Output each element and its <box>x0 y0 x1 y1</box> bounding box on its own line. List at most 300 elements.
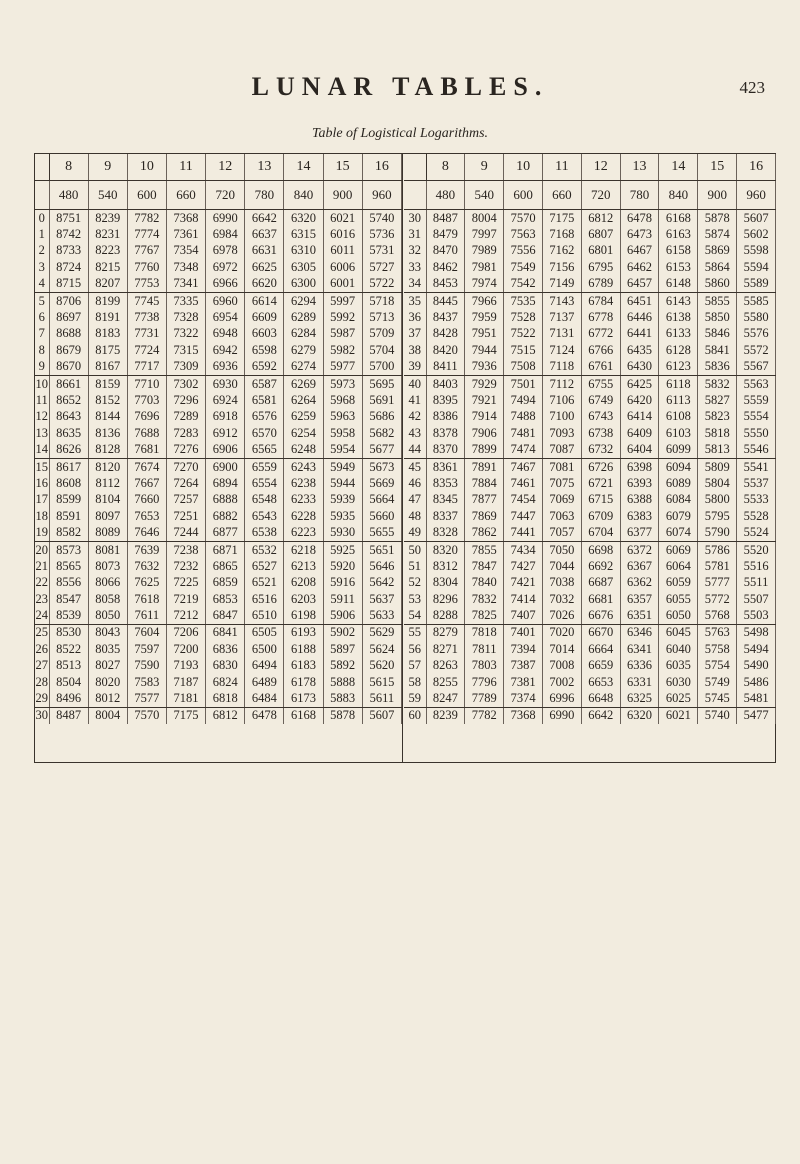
table-cell: 5576 <box>737 326 776 342</box>
table-cell: 8312 <box>426 558 465 574</box>
table-cell: 6148 <box>659 276 698 293</box>
table-cell: 7570 <box>127 707 166 724</box>
table-cell: 7921 <box>465 392 504 408</box>
table-cell: 6362 <box>620 575 659 591</box>
table-cell: 6238 <box>284 475 323 491</box>
table-cell: 7481 <box>504 425 543 441</box>
table-cell: 7251 <box>166 508 205 524</box>
table-cell: 7087 <box>542 441 581 458</box>
table-row <box>35 359 402 376</box>
table-row <box>404 541 776 558</box>
row-index: 3 <box>35 259 49 275</box>
table-cell: 7289 <box>166 409 205 425</box>
table-cell: 6218 <box>284 541 323 558</box>
table-cell: 5541 <box>737 458 776 475</box>
table-cell: 6812 <box>206 707 245 724</box>
table-cell: 5897 <box>323 641 362 657</box>
table-cell: 7703 <box>127 392 166 408</box>
table-cell: 6478 <box>620 210 659 227</box>
table-cell: 7193 <box>166 658 205 674</box>
table-cell: 6830 <box>206 658 245 674</box>
minutes-header-row <box>35 181 402 210</box>
table-cell: 6300 <box>284 276 323 293</box>
table-cell: 8504 <box>49 674 88 690</box>
table-cell: 7877 <box>465 492 504 508</box>
table-cell: 8395 <box>426 392 465 408</box>
table-cell: 7149 <box>542 276 581 293</box>
table-cell: 5731 <box>362 243 401 259</box>
table-cell: 5607 <box>737 210 776 227</box>
table-cell: 5987 <box>323 326 362 342</box>
table-cell: 5598 <box>737 243 776 259</box>
minutes-header: 960 <box>362 181 401 210</box>
table-cell: 6188 <box>284 641 323 657</box>
table-cell: 8487 <box>49 707 88 724</box>
table-cell: 6766 <box>581 342 620 358</box>
table-cell: 5503 <box>737 607 776 624</box>
table-cell: 5958 <box>323 425 362 441</box>
row-index: 23 <box>35 591 48 606</box>
table-cell: 6030 <box>659 674 698 690</box>
table-cell: 5740 <box>698 707 737 724</box>
table-cell: 7014 <box>542 641 581 657</box>
row-index: 22 <box>35 575 48 590</box>
table-row <box>35 475 402 491</box>
table-row <box>404 292 776 309</box>
table-cell: 6871 <box>206 541 245 558</box>
table-cell: 8539 <box>49 607 88 624</box>
table-cell: 8183 <box>88 326 127 342</box>
table-cell: 5804 <box>698 475 737 491</box>
table-cell: 6653 <box>581 674 620 690</box>
minutes-header: 840 <box>284 181 323 210</box>
table-cell: 6642 <box>245 210 284 227</box>
table-row <box>35 276 402 293</box>
table-cell: 6393 <box>620 475 659 491</box>
row-index: 8 <box>35 342 49 358</box>
table-cell: 6050 <box>659 607 698 624</box>
table-cell: 7577 <box>127 690 166 707</box>
table-cell: 6670 <box>581 624 620 641</box>
center-divider <box>402 154 403 762</box>
table-cell: 6548 <box>245 492 284 508</box>
table-row <box>404 276 776 293</box>
table-cell: 7906 <box>465 425 504 441</box>
table-cell: 6620 <box>245 276 284 293</box>
running-title: LUNAR TABLES. <box>251 72 549 101</box>
table-cell: 5481 <box>737 690 776 707</box>
table-cell: 8239 <box>88 210 127 227</box>
table-cell: 6462 <box>620 259 659 275</box>
row-index: 33 <box>404 259 426 275</box>
table-cell: 6264 <box>284 392 323 408</box>
minutes-header: 780 <box>620 181 659 210</box>
table-cell: 7044 <box>542 558 581 574</box>
table-cell: 6882 <box>206 508 245 524</box>
table-cell: 5745 <box>698 690 737 707</box>
table-cell: 5997 <box>323 292 362 309</box>
table-cell: 8697 <box>49 309 88 325</box>
table-cell: 7187 <box>166 674 205 690</box>
table-cell: 6279 <box>284 342 323 358</box>
table-row <box>404 425 776 441</box>
table-cell: 6795 <box>581 259 620 275</box>
table-cell: 8191 <box>88 309 127 325</box>
table-cell: 6163 <box>659 226 698 242</box>
row-index: 30 <box>35 708 48 723</box>
table-cell: 5800 <box>698 492 737 508</box>
table-cell: 7625 <box>127 575 166 591</box>
table-cell: 5642 <box>362 575 401 591</box>
table-cell: 6248 <box>284 441 323 458</box>
table-cell: 8437 <box>426 309 465 325</box>
table-cell: 7989 <box>465 243 504 259</box>
table-cell: 6069 <box>659 541 698 558</box>
table-cell: 6565 <box>245 441 284 458</box>
table-cell: 5827 <box>698 392 737 408</box>
table-cell: 6441 <box>620 326 659 342</box>
table-cell: 6435 <box>620 342 659 358</box>
table-cell: 6836 <box>206 641 245 657</box>
table-cell: 7137 <box>542 309 581 325</box>
table-cell: 5860 <box>698 276 737 293</box>
table-cell: 6807 <box>581 226 620 242</box>
table-cell: 7914 <box>465 409 504 425</box>
table-cell: 5677 <box>362 441 401 458</box>
table-cell: 5660 <box>362 508 401 524</box>
corner-cell <box>35 154 49 181</box>
table-cell: 7131 <box>542 326 581 342</box>
table-cell: 6183 <box>284 658 323 674</box>
table-cell: 8081 <box>88 541 127 558</box>
table-cell: 5906 <box>323 607 362 624</box>
table-cell: 6576 <box>245 409 284 425</box>
row-index: 34 <box>404 276 426 293</box>
table-cell: 5602 <box>737 226 776 242</box>
table-row <box>35 658 402 674</box>
row-index: 36 <box>404 309 426 325</box>
row-index: 11 <box>35 392 48 407</box>
table-cell: 7421 <box>504 575 543 591</box>
row-index: 6 <box>35 309 49 325</box>
table-cell: 7570 <box>504 210 543 227</box>
table-cell: 8742 <box>49 226 88 242</box>
table-cell: 6692 <box>581 558 620 574</box>
table-cell: 6198 <box>284 607 323 624</box>
table-cell: 7387 <box>504 658 543 674</box>
table-cell: 5973 <box>323 375 362 392</box>
table-cell: 8522 <box>49 641 88 657</box>
table-cell: 7414 <box>504 591 543 607</box>
table-cell: 6259 <box>284 409 323 425</box>
table-cell: 7738 <box>127 309 166 325</box>
table-cell: 6489 <box>245 674 284 690</box>
table-cell: 6457 <box>620 276 659 293</box>
table-cell: 6625 <box>245 259 284 275</box>
row-index: 0 <box>35 210 49 227</box>
table-cell: 8706 <box>49 292 88 309</box>
column-header: 8 <box>49 154 88 181</box>
table-cell: 7618 <box>127 591 166 607</box>
table-cell: 8403 <box>426 375 465 392</box>
table-cell: 5920 <box>323 558 362 574</box>
row-index: 39 <box>404 359 426 376</box>
table-cell: 5611 <box>362 690 401 707</box>
table-cell: 8733 <box>49 243 88 259</box>
table-cell: 5620 <box>362 658 401 674</box>
table-cell: 7597 <box>127 641 166 657</box>
table-cell: 8361 <box>426 458 465 475</box>
table-row <box>35 558 402 574</box>
table-cell: 8661 <box>49 375 88 392</box>
table-row <box>404 226 776 242</box>
row-index: 37 <box>404 326 426 342</box>
table-cell: 5507 <box>737 591 776 607</box>
column-header: 14 <box>659 154 698 181</box>
table-cell: 5930 <box>323 524 362 541</box>
row-index: 18 <box>35 508 48 523</box>
table-cell: 7803 <box>465 658 504 674</box>
table-cell: 8513 <box>49 658 88 674</box>
table-cell: 5939 <box>323 492 362 508</box>
table-cell: 8724 <box>49 259 88 275</box>
row-index: 46 <box>404 475 426 491</box>
table-cell: 6859 <box>206 575 245 591</box>
table-cell: 6918 <box>206 409 245 425</box>
table-cell: 7401 <box>504 624 543 641</box>
minutes-header: 540 <box>465 181 504 210</box>
table-cell: 6228 <box>284 508 323 524</box>
table-cell: 7832 <box>465 591 504 607</box>
table-cell: 8345 <box>426 492 465 508</box>
table-row <box>35 342 402 358</box>
table-cell: 7225 <box>166 575 205 591</box>
table-cell: 8370 <box>426 441 465 458</box>
table-cell: 7200 <box>166 641 205 657</box>
table-cell: 7556 <box>504 243 543 259</box>
table-cell: 6404 <box>620 441 659 458</box>
column-header: 14 <box>284 154 323 181</box>
table-cell: 8207 <box>88 276 127 293</box>
table-cell: 8199 <box>88 292 127 309</box>
row-index: 50 <box>404 541 426 558</box>
table-cell: 6294 <box>284 292 323 309</box>
table-cell: 5524 <box>737 524 776 541</box>
table-cell: 6912 <box>206 425 245 441</box>
table-cell: 8445 <box>426 292 465 309</box>
table-cell: 7467 <box>504 458 543 475</box>
table-cell: 5567 <box>737 359 776 376</box>
table-cell: 7212 <box>166 607 205 624</box>
table-cell: 7789 <box>465 690 504 707</box>
row-index: 55 <box>404 624 426 641</box>
table-row <box>35 624 402 641</box>
table-cell: 6021 <box>323 210 362 227</box>
table-cell: 7474 <box>504 441 543 458</box>
table-cell: 5781 <box>698 558 737 574</box>
table-cell: 8453 <box>426 276 465 293</box>
table-cell: 6721 <box>581 475 620 491</box>
table-cell: 5673 <box>362 458 401 475</box>
table-cell: 6936 <box>206 359 245 376</box>
table-cell: 5559 <box>737 392 776 408</box>
table-cell: 5486 <box>737 674 776 690</box>
table-row <box>35 458 402 475</box>
table-cell: 6824 <box>206 674 245 690</box>
table-cell: 7884 <box>465 475 504 491</box>
table-cell: 6138 <box>659 309 698 325</box>
table-cell: 5637 <box>362 591 401 607</box>
table-cell: 8496 <box>49 690 88 707</box>
table-cell: 5855 <box>698 292 737 309</box>
table-cell: 8035 <box>88 641 127 657</box>
table-cell: 8353 <box>426 475 465 491</box>
table-cell: 6681 <box>581 591 620 607</box>
table-cell: 5869 <box>698 243 737 259</box>
table-cell: 5594 <box>737 259 776 275</box>
table-cell: 7724 <box>127 342 166 358</box>
table-cell: 8004 <box>465 210 504 227</box>
table-cell: 8215 <box>88 259 127 275</box>
table-cell: 8020 <box>88 674 127 690</box>
table-cell: 7583 <box>127 674 166 690</box>
table-cell: 7604 <box>127 624 166 641</box>
row-index: 7 <box>35 326 49 342</box>
table-cell: 6960 <box>206 292 245 309</box>
table-cell: 5585 <box>737 292 776 309</box>
table-row <box>404 707 776 724</box>
table-row <box>404 475 776 491</box>
table-cell: 7696 <box>127 409 166 425</box>
table-cell: 7206 <box>166 624 205 641</box>
table-cell: 7563 <box>504 226 543 242</box>
table-cell: 7175 <box>542 210 581 227</box>
table-cell: 7032 <box>542 591 581 607</box>
table-cell: 7283 <box>166 425 205 441</box>
table-cell: 5892 <box>323 658 362 674</box>
table-cell: 6035 <box>659 658 698 674</box>
table-cell: 6609 <box>245 309 284 325</box>
table-cell: 5832 <box>698 375 737 392</box>
table-cell: 5968 <box>323 392 362 408</box>
table-cell: 7461 <box>504 475 543 491</box>
minutes-header: 960 <box>737 181 776 210</box>
row-index: 28 <box>35 674 48 689</box>
table-cell: 7081 <box>542 458 581 475</box>
table-row <box>404 641 776 657</box>
table-cell: 8263 <box>426 658 465 674</box>
corner-cell <box>404 154 426 181</box>
table-cell: 5772 <box>698 591 737 607</box>
table-cell: 5740 <box>362 210 401 227</box>
table-cell: 6089 <box>659 475 698 491</box>
table-cell: 8027 <box>88 658 127 674</box>
table-row <box>404 210 776 227</box>
column-header: 11 <box>166 154 205 181</box>
table-cell: 6158 <box>659 243 698 259</box>
column-header-row <box>404 154 776 181</box>
table-cell: 5949 <box>323 458 362 475</box>
table-cell: 8043 <box>88 624 127 641</box>
column-header: 16 <box>737 154 776 181</box>
table-cell: 6500 <box>245 641 284 657</box>
table-cell: 6614 <box>245 292 284 309</box>
table-cell: 5580 <box>737 309 776 325</box>
table-cell: 5992 <box>323 309 362 325</box>
table-cell: 7038 <box>542 575 581 591</box>
table-cell: 6409 <box>620 425 659 441</box>
table-cell: 6064 <box>659 558 698 574</box>
table-cell: 8066 <box>88 575 127 591</box>
table-cell: 5722 <box>362 276 401 293</box>
table-cell: 8175 <box>88 342 127 358</box>
table-cell: 8420 <box>426 342 465 358</box>
table-cell: 8547 <box>49 591 88 607</box>
table-cell: 6847 <box>206 607 245 624</box>
table-cell: 6173 <box>284 690 323 707</box>
table-cell: 5655 <box>362 524 401 541</box>
logistical-logarithms-table <box>34 153 776 763</box>
table-cell: 6021 <box>659 707 698 724</box>
table-cell: 7632 <box>127 558 166 574</box>
minutes-header: 780 <box>245 181 284 210</box>
table-cell: 5511 <box>737 575 776 591</box>
row-index: 12 <box>35 409 48 424</box>
table-cell: 8320 <box>426 541 465 558</box>
table-cell: 5572 <box>737 342 776 358</box>
table-cell: 8223 <box>88 243 127 259</box>
table-cell: 8386 <box>426 409 465 425</box>
table-cell: 6972 <box>206 259 245 275</box>
table-cell: 7508 <box>504 359 543 376</box>
minutes-header-row <box>404 181 776 210</box>
table-cell: 8591 <box>49 508 88 524</box>
minutes-header: 900 <box>698 181 737 210</box>
table-row <box>404 441 776 458</box>
table-cell: 5954 <box>323 441 362 458</box>
table-cell: 7181 <box>166 690 205 707</box>
table-cell: 8231 <box>88 226 127 242</box>
table-cell: 7315 <box>166 342 205 358</box>
column-header: 9 <box>88 154 127 181</box>
table-cell: 6289 <box>284 309 323 325</box>
table-cell: 8304 <box>426 575 465 591</box>
table-cell: 7745 <box>127 292 166 309</box>
table-cell: 5494 <box>737 641 776 657</box>
table-cell: 6865 <box>206 558 245 574</box>
row-index: 59 <box>404 690 426 707</box>
table-cell: 6168 <box>659 210 698 227</box>
table-row <box>404 658 776 674</box>
row-index: 13 <box>35 425 48 440</box>
table-cell: 6738 <box>581 425 620 441</box>
table-cell: 5516 <box>737 558 776 574</box>
table-cell: 7535 <box>504 292 543 309</box>
table-cell: 8679 <box>49 342 88 358</box>
row-index: 52 <box>404 575 426 591</box>
table-cell: 6516 <box>245 591 284 607</box>
table-cell: 6079 <box>659 508 698 524</box>
table-cell: 6103 <box>659 425 698 441</box>
table-cell: 5727 <box>362 259 401 275</box>
column-header: 8 <box>426 154 465 181</box>
table-cell: 6341 <box>620 641 659 657</box>
table-cell: 8012 <box>88 690 127 707</box>
table-cell: 5629 <box>362 624 401 641</box>
table-cell: 7302 <box>166 375 205 392</box>
table-row <box>404 309 776 325</box>
table-cell: 8337 <box>426 508 465 524</box>
